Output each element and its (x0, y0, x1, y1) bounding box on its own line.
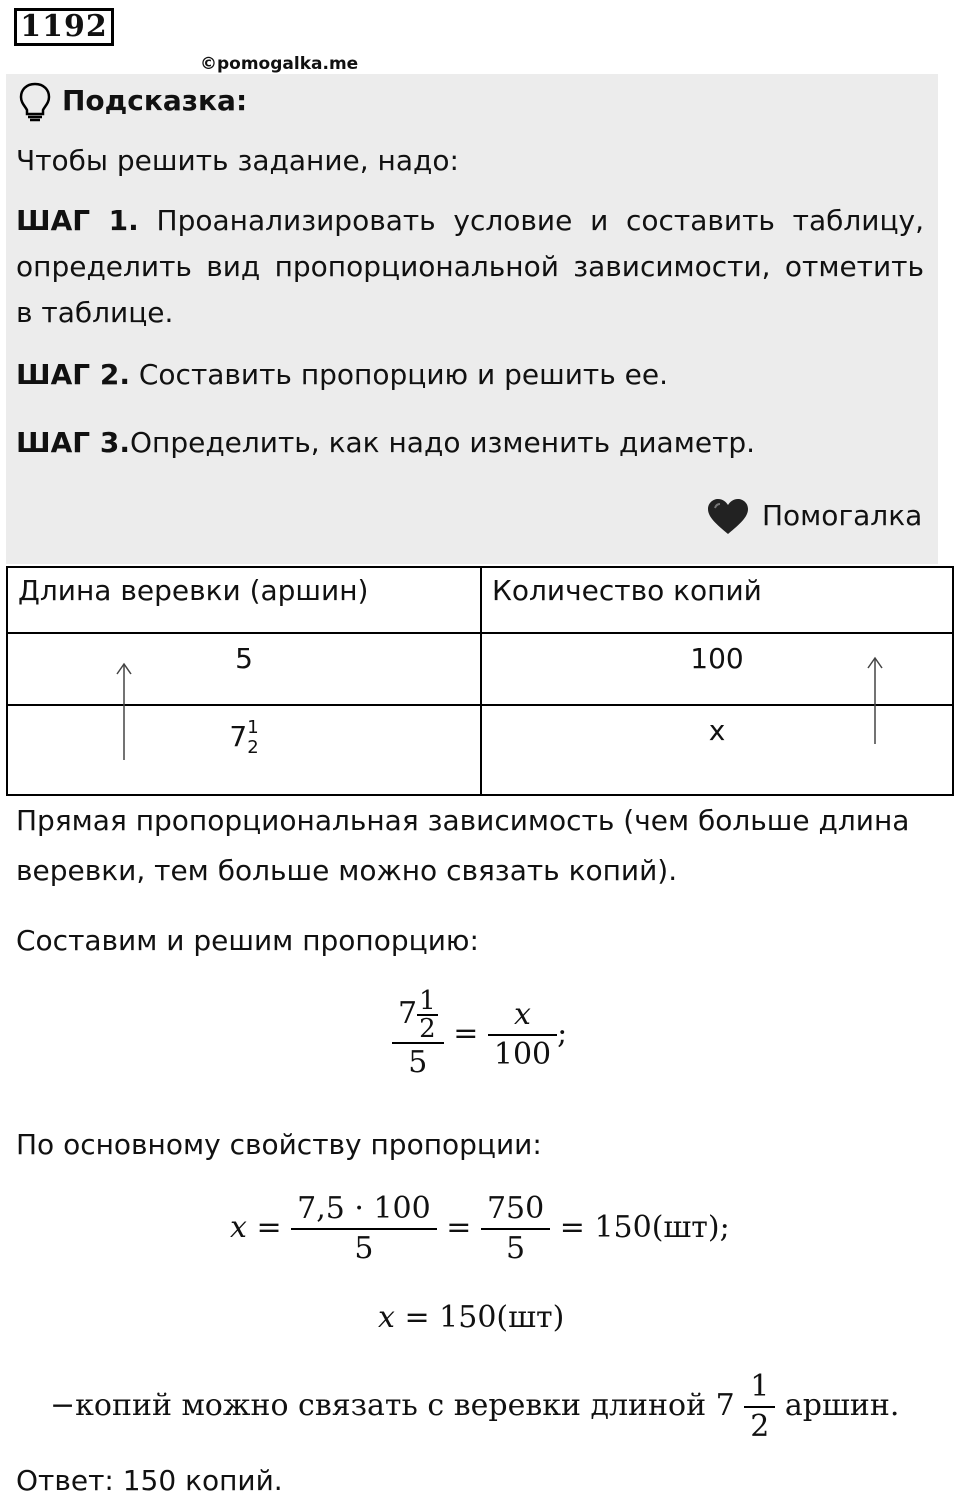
hint-title: Подсказка: (62, 84, 248, 117)
fraction (744, 1368, 775, 1446)
numerator: 1 (247, 717, 259, 738)
x-variable: x = (230, 1210, 282, 1245)
brand (706, 498, 922, 536)
fraction (392, 988, 444, 1082)
brand-label: Помогалка (762, 499, 923, 532)
numerator: x (488, 996, 557, 1036)
make-proportion-text: Составим и решим пропорцию: (16, 924, 479, 957)
conclusion-text: −копий можно связать с веревки длиной 7 (50, 1388, 735, 1423)
denominator: 100 (493, 1037, 552, 1072)
step-text: Проанализировать условие и составить таблицу, определить вид пропорциональной зависимости, отметить в таблице. (16, 204, 924, 329)
table-header: Длина веревки (аршин) (18, 574, 369, 607)
table-cell: x (708, 714, 726, 747)
heart-icon (706, 498, 750, 536)
conclusion-unit: аршин. (784, 1388, 900, 1423)
denominator: 5 (408, 1045, 428, 1080)
fraction (291, 1190, 437, 1268)
whole-part: 7 (229, 720, 248, 753)
equals: = (453, 1016, 479, 1051)
step-label: ШАГ 3. (16, 426, 130, 459)
numerator (392, 988, 444, 1044)
hint-step-1 (16, 198, 924, 336)
lightbulb-icon (18, 82, 52, 122)
step-label: ШАГ 2. (16, 358, 130, 391)
x-variable: x (378, 1300, 395, 1335)
result: = 150(шт) (404, 1300, 565, 1335)
step-text: Определить, как надо изменить диаметр. (129, 426, 756, 459)
final-formula (378, 1300, 564, 1335)
dependency-text: Прямая пропорциональная зависимость (чем больше длина веревки, тем больше можно связать копий). (16, 804, 910, 887)
denominator: 2 (247, 737, 259, 758)
table-cell-mixed-number (8, 706, 480, 794)
step-label: ШАГ 1. (16, 204, 139, 237)
answer-text: Ответ: 150 копий. (16, 1464, 283, 1497)
data-table (6, 566, 954, 796)
fraction (417, 988, 438, 1042)
table-cell: 5 (235, 642, 253, 675)
numerator: 750 (481, 1190, 550, 1230)
denominator: 2 (419, 1014, 436, 1044)
denominator: 5 (354, 1231, 374, 1266)
hint-step-3 (16, 420, 755, 466)
equals: = (446, 1210, 472, 1245)
calculation-formula (230, 1190, 730, 1268)
property-text: По основному свойству пропорции: (16, 1128, 542, 1161)
proportion-formula (392, 988, 567, 1082)
numerator: 1 (419, 986, 436, 1016)
semicolon: ; (557, 1016, 568, 1051)
denominator: 2 (750, 1409, 770, 1444)
small-fraction (247, 718, 258, 758)
whole-part: 7 (398, 996, 418, 1031)
conclusion-line (50, 1368, 899, 1446)
result: = 150(шт); (559, 1210, 730, 1245)
step-text: Составить пропорцию и решить ее. (138, 358, 668, 391)
site-watermark: ©pomogalka.me (200, 54, 359, 74)
numerator: 1 (744, 1368, 775, 1408)
hint-intro: Чтобы решить задание, надо: (16, 144, 459, 177)
fraction (488, 996, 557, 1074)
task-number: 1192 (14, 8, 114, 46)
up-arrow-icon (114, 660, 134, 762)
table-header: Количество копий (492, 574, 762, 607)
numerator: 7,5 · 100 (291, 1190, 437, 1230)
fraction (481, 1190, 550, 1268)
denominator: 5 (506, 1231, 526, 1266)
up-arrow-icon (865, 654, 885, 746)
table-cell: 100 (690, 642, 744, 675)
hint-step-2 (16, 352, 668, 398)
